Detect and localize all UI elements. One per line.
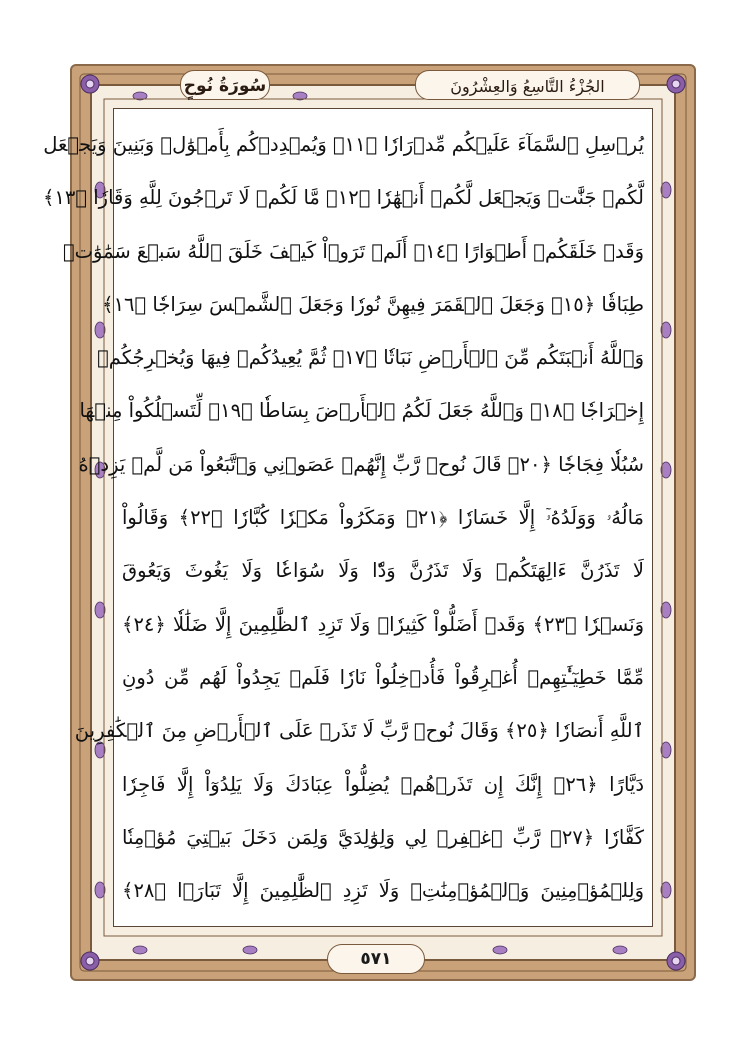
text-line-11: مِّمَّا خَطِيٓـَٰٔتِهِمۡ أُغۡرِقُواْ فَأُدۡخِلُواْ نَارٗا فَلَمۡ يَجِدُواْ لَهُم مِّن دُونِ	[122, 665, 644, 689]
corner-rosette-bottom-left	[81, 952, 99, 970]
text-line-2: لَّكُمۡ جَنَّٰتٖ وَيَجۡعَل لَّكُمۡ أَنۡهَٰرٗا ﴿١٢﴾ مَّا لَكُمۡ لَا تَرۡجُونَ لِلَّهِ وَقَارٗا ﴿١٣﴾	[42, 186, 644, 210]
text-line-4: طِبَاقٗا ﴿١٥﴾ وَجَعَلَ ٱلۡقَمَرَ فِيهِنَّ نُورٗا وَجَعَلَ ٱلشَّمۡسَ سِرَاجٗا ﴿١٦﴾	[102, 292, 644, 316]
text-line-14: كَفَّارٗا ﴿٢٧﴾ رَّبِّ ٱغۡفِرۡ لِي وَلِوَٰلِدَيَّ وَلِمَن دَخَلَ بَيۡتِيَ مُؤۡمِنٗا	[122, 825, 644, 849]
juz-header: الجُزْءُ التَّاسِعُ وَالعِشْرُونَ	[450, 76, 605, 96]
text-line-7: سُبُلٗا فِجَاجٗا ﴿٢٠﴾ قَالَ نُوحٞ رَّبِّ إِنَّهُمۡ عَصَوۡنِي وَٱتَّبَعُواْ مَن لَّمۡ يَزِدۡهُ	[78, 452, 644, 476]
corner-rosette-top-right	[667, 75, 685, 93]
text-line-1: يُرۡسِلِ ٱلسَّمَآءَ عَلَيۡكُم مِّدۡرَارٗا ﴿١١﴾ وَيُمۡدِدۡكُم بِأَمۡوَٰلٖ وَبَنِينَ وَيَجۡعَل	[43, 133, 644, 156]
text-line-8: مَالُهُۥ وَوَلَدُهُۥٓ إِلَّا خَسَارٗا ﴿٢١﴾ وَمَكَرُواْ مَكۡرٗا كُبَّارٗا ﴿٢٢﴾ وَقَالُواْ	[122, 506, 644, 530]
text-line-13: دَيَّارًا ﴿٢٦﴾ إِنَّكَ إِن تَذَرۡهُمۡ يُضِلُّواْ عِبَادَكَ وَلَا يَلِدُوٓاْ إِلَّا فَاجِرٗا	[122, 772, 645, 796]
page-number: ٥٧١	[327, 944, 425, 974]
text-line-15: وَلِلۡمُؤۡمِنِينَ وَٱلۡمُؤۡمِنَٰتِۖ وَلَا تَزِدِ ٱلظَّٰلِمِينَ إِلَّا تَبَارَۢا ﴿٢٨﴾	[122, 879, 644, 903]
text-line-12: ٱللَّهِ أَنصَارٗا ﴿٢٥﴾ وَقَالَ نُوحٞ رَّبِّ لَا تَذَرۡ عَلَى ٱلۡأَرۡضِ مِنَ ٱلۡكَٰفِرِينَ	[74, 719, 644, 743]
text-line-9: لَا تَذَرُنَّ ءَالِهَتَكُمۡ وَلَا تَذَرُنَّ وَدّٗا وَلَا سُوَاعٗا وَلَا يَغُوثَ وَيَعُوقَ	[122, 559, 644, 583]
text-line-6: إِخۡرَاجٗا ﴿١٨﴾ وَٱللَّهُ جَعَلَ لَكُمُ ٱلۡأَرۡضَ بِسَاطٗا ﴿١٩﴾ لِّتَسۡلُكُواْ مِنۡهَا	[79, 399, 644, 423]
corner-rosette-bottom-right	[667, 952, 685, 970]
text-line-3: وَقَدۡ خَلَقَكُمۡ أَطۡوَارًا ﴿١٤﴾ أَلَمۡ تَرَوۡاْ كَيۡفَ خَلَقَ ٱللَّهُ سَبۡعَ سَمَٰوَٰتٖ	[62, 239, 644, 263]
quran-text	[42, 118, 645, 918]
corner-rosette-top-left	[81, 75, 99, 93]
surah-header: سُورَةُ نُوحٍ	[183, 76, 267, 96]
text-line-5: وَٱللَّهُ أَنۢبَتَكُم مِّنَ ٱلۡأَرۡضِ نَبَاتٗا ﴿١٧﴾ ثُمَّ يُعِيدُكُمۡ فِيهَا وَيُخۡرِجُكُمۡ	[97, 346, 644, 370]
text-line-10: وَنَسۡرٗا ﴿٢٣﴾ وَقَدۡ أَضَلُّواْ كَثِيرٗاۖ وَلَا تَزِدِ ٱلظَّٰلِمِينَ إِلَّا ضَلَٰلٗا ﴿٢٤﴾	[122, 612, 644, 636]
